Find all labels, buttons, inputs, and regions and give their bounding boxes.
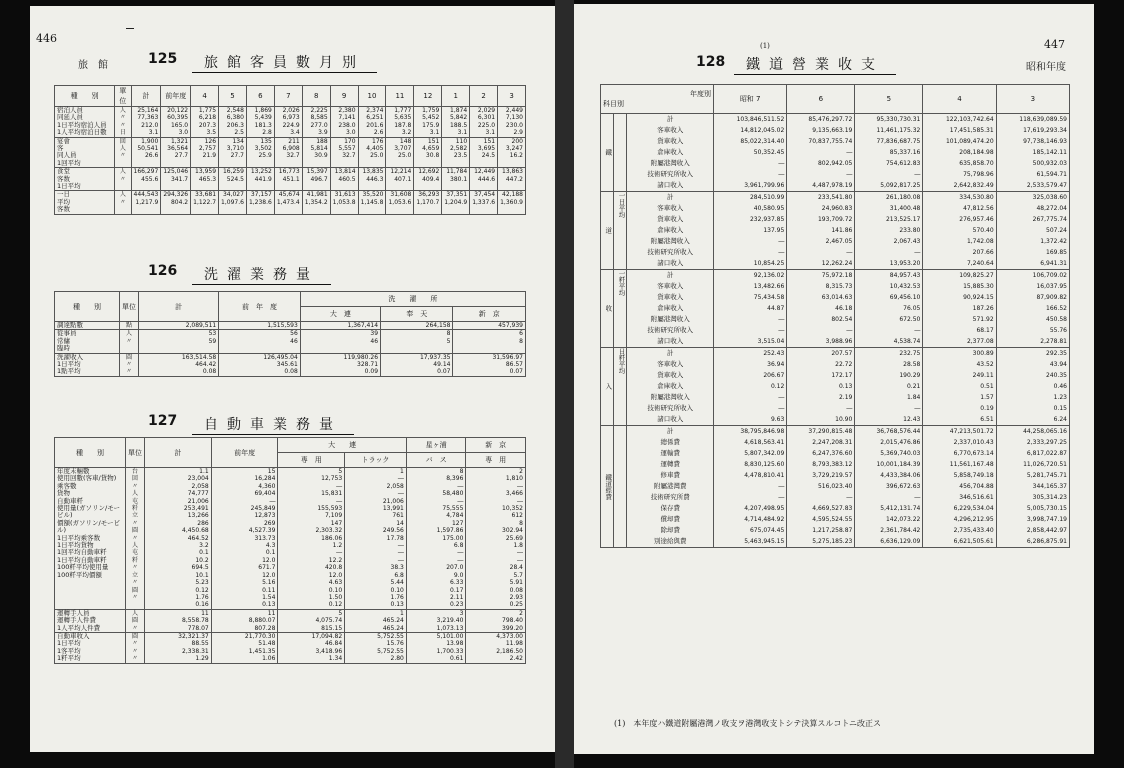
value-cell: 1.1 23,004 2,058 74,777 21,006 253,491 13,266 286 4,450.68 464.52 3.2 0.1 10.2 694.5 10.1 5.23 0.12 1.76 0.16 bbox=[145, 468, 212, 610]
item-labels: 計 客車收入 貨車收入 倉庫收入 附屬港灣收入 技術研究所收入 諸口收入 bbox=[627, 348, 714, 426]
table-row bbox=[601, 348, 1070, 426]
value-cell: 4,373.00 11.98 2,186.50 2.42 bbox=[466, 632, 526, 663]
table-row bbox=[601, 270, 1070, 348]
header-group-cell: 洗 濯 所 bbox=[300, 292, 525, 307]
header-cell: 9 bbox=[330, 86, 358, 107]
value-cell: 12,214 407.1 bbox=[386, 168, 414, 191]
row-unit: 人 〃 bbox=[120, 330, 139, 353]
table-header-row bbox=[55, 438, 526, 453]
running-header: 昭和年度 bbox=[1026, 62, 1066, 73]
value-cell: 2,089,511 bbox=[139, 322, 219, 330]
header-cell: 8 bbox=[302, 86, 330, 107]
header-cell: 單位 bbox=[126, 438, 145, 468]
subsection-label bbox=[614, 426, 627, 548]
row-unit: 人 〃 〃 日 bbox=[115, 107, 131, 138]
value-cell: 37,290,815.48 2,247,208.31 6,247,376.60 8,793,383.12 3,729,219.57 516,023.40 ― 4,669,527.83 4,595,524.55 1,217,258.87 5,275,185.23 bbox=[787, 426, 855, 548]
section-label: 鐵道經費 bbox=[601, 426, 614, 548]
value-cell: 15 16,284 4,360 69,404 ― 245,849 12,873 269 4,527.39 313.73 4.3 0.1 12.0 671.7 12.0 5.16 0.11 1.54 0.13 bbox=[211, 468, 278, 610]
value-cell: 44,258,065.16 2,333,297.25 6,817,022.87 11,026,720.51 5,281,745.71 344,165.37 305,314.23 5,005,730.15 3,998,747.19 2,858,442.97 6,286,875.91 bbox=[996, 426, 1069, 548]
value-cell: 118,639,089.59 17,619,293.34 97,738,146.93 185,142.11 500,932.03 61,594.71 2,533,579.47 bbox=[996, 114, 1069, 192]
value-cell: 148 3,707 25.0 bbox=[386, 137, 414, 168]
value-cell: 126 2,757 21.9 bbox=[191, 137, 219, 168]
table-128-title: 鐵道營業收支 bbox=[734, 54, 896, 75]
value-cell: 6 8 bbox=[453, 330, 526, 353]
item-labels: 計 總係費 運輸費 運轉費 修車費 附屬港灣費 技術研究所費 保存費 償却費 除却費 別途給與費 bbox=[627, 426, 714, 548]
value-cell: 16,259 524.5 bbox=[219, 168, 247, 191]
header-cell: 5 bbox=[855, 85, 923, 114]
value-cell: 37,351 1,204.9 bbox=[442, 191, 470, 214]
table-row bbox=[55, 137, 526, 168]
row-label: 調達點數 bbox=[55, 322, 120, 330]
value-cell: 125,046 341.7 bbox=[161, 168, 191, 191]
table-127-number: 127 bbox=[148, 413, 178, 429]
value-cell: 37,454 1,337.6 bbox=[470, 191, 498, 214]
table-125-number: 125 bbox=[148, 51, 178, 67]
table-126-number: 126 bbox=[148, 263, 178, 279]
header-cell: 計 bbox=[139, 292, 219, 322]
header-cell: トラック bbox=[345, 453, 407, 468]
value-cell: 12,692 409.4 bbox=[414, 168, 442, 191]
table-header-row bbox=[601, 85, 1070, 114]
table-row bbox=[55, 330, 526, 353]
value-cell: 13,252 441.9 bbox=[246, 168, 274, 191]
table-125-title: 旅館客員數月別 bbox=[192, 52, 377, 73]
value-cell: 31,613 1,053.8 bbox=[330, 191, 358, 214]
value-cell: 1 465.24 465.24 bbox=[345, 609, 407, 632]
item-labels: 計 客車收入 貨車收入 倉庫收入 附屬港灣收入 技術研究所收入 諸口收入 bbox=[627, 114, 714, 192]
table-row bbox=[55, 107, 526, 138]
value-cell: 126,495.04 345.61 0.08 bbox=[219, 353, 301, 376]
value-cell: 2,380 7,141 238.0 3.0 bbox=[330, 107, 358, 138]
page-number: 446 bbox=[36, 32, 57, 45]
header-cell: バ ス bbox=[406, 453, 466, 468]
row-unit: 人 〃 bbox=[115, 191, 131, 214]
value-cell: 166,297 455.6 bbox=[131, 168, 161, 191]
table-row bbox=[55, 191, 526, 214]
value-cell: 232.75 28.58 190.29 0.21 1.84 ― 12.43 bbox=[855, 348, 923, 426]
row-label: 食堂 客数 1日平均 bbox=[55, 168, 115, 191]
value-cell: 37,157 1,238.6 bbox=[246, 191, 274, 214]
value-cell: 11 8,880.07 807.28 bbox=[211, 609, 278, 632]
subsection-label: 一粁平均 bbox=[614, 270, 627, 348]
header-cell: 3 bbox=[996, 85, 1069, 114]
value-cell: 1,869 5,439 181.3 2.8 bbox=[246, 107, 274, 138]
table-row bbox=[601, 114, 1070, 192]
header-cell: 前年度 bbox=[161, 86, 191, 107]
subsection-label: 日粁平均 bbox=[614, 348, 627, 426]
subsection-label bbox=[614, 114, 627, 192]
value-cell: 31,608 1,053.6 bbox=[386, 191, 414, 214]
item-labels: 計 客車收入 貨車收入 倉庫收入 附屬港灣收入 技術研究所收入 諸口收入 bbox=[627, 270, 714, 348]
value-cell: 33,681 1,122.7 bbox=[191, 191, 219, 214]
row-label: 從事員 常傭 臨時 bbox=[55, 330, 120, 353]
header-cell: 4 bbox=[191, 86, 219, 107]
value-cell: 1,367,414 bbox=[300, 322, 380, 330]
header-cell: 10 bbox=[358, 86, 386, 107]
table-128 bbox=[600, 84, 1070, 548]
value-cell: 84,957.43 10,432.53 69,456.10 76.05 672.50 ― 4,538.74 bbox=[855, 270, 923, 348]
table-header-row bbox=[55, 292, 526, 307]
value-cell: 92,136.02 13,482.66 75,434.58 44.87 ― ― 3,515.04 bbox=[714, 270, 787, 348]
value-cell: 1,775 6,218 207.3 3.5 bbox=[191, 107, 219, 138]
value-cell: 31,596.97 86.57 0.07 bbox=[453, 353, 526, 376]
value-cell: 170 5,557 32.7 bbox=[330, 137, 358, 168]
header-cell: 計 bbox=[131, 86, 161, 107]
table-row bbox=[55, 632, 526, 663]
table-row bbox=[601, 426, 1070, 548]
table-row bbox=[55, 353, 526, 376]
value-cell: 2,449 7,130 230.0 2.9 bbox=[498, 107, 526, 138]
value-cell: 2,548 6,380 206.3 2.5 bbox=[219, 107, 247, 138]
value-cell: 39 46 bbox=[300, 330, 380, 353]
value-cell: 1 ― 2,058 ― 21,006 13,991 761 14 249.56 17.78 ― ― ― 38.3 6.8 5.44 0.10 1.76 0.13 bbox=[345, 468, 407, 610]
header-cell: 大 連 bbox=[300, 307, 380, 322]
table-128-number: 128 bbox=[696, 54, 726, 70]
header-cell: 11 bbox=[386, 86, 414, 107]
value-cell: 34,027 1,097.6 bbox=[219, 191, 247, 214]
row-label: 自動車收入 1日平均 1客平均 1粁平均 bbox=[55, 632, 126, 663]
value-cell: 2,029 6,301 225.0 3.1 bbox=[470, 107, 498, 138]
header-cell: 1 bbox=[442, 86, 470, 107]
value-cell: 151 4,659 30.8 bbox=[414, 137, 442, 168]
value-cell: 233,541.80 24,960.83 193,709.72 141.86 2,467.05 ― 12,262.24 bbox=[787, 192, 855, 270]
table-header-row bbox=[55, 86, 526, 107]
header-group-cell: 新 京 bbox=[466, 438, 526, 453]
table-127-title: 自動車業務量 bbox=[192, 414, 354, 435]
value-cell: 5 12,753 ― 15,831 ― 155,593 7,109 147 2,303.32 186.06 1.2 ― 12.2 420.8 12.0 4.63 0.10 1.50 0.12 bbox=[278, 468, 345, 610]
header-cell: 種 別 bbox=[55, 438, 126, 468]
section-label: 入 bbox=[601, 348, 614, 426]
header-cell: 12 bbox=[414, 86, 442, 107]
value-cell: 25,164 77,363 212.0 3.1 bbox=[131, 107, 161, 138]
row-unit: 回 人 〃 bbox=[115, 137, 131, 168]
table-127 bbox=[54, 437, 526, 664]
corner-top-label: 年度別 bbox=[690, 90, 711, 98]
value-cell: 261,180.08 31,400.48 213,525.17 233.80 2,067.43 ― 13,953.20 bbox=[855, 192, 923, 270]
value-cell: 2 798.40 399.20 bbox=[466, 609, 526, 632]
value-cell: 211 6,908 32.7 bbox=[274, 137, 302, 168]
value-cell: 13,814 460.5 bbox=[330, 168, 358, 191]
value-cell: 119,980.26 328.71 0.09 bbox=[300, 353, 380, 376]
value-cell: 56 46 bbox=[219, 330, 301, 353]
table-row bbox=[55, 468, 526, 610]
header-cell: 新 京 bbox=[453, 307, 526, 322]
value-cell: 45,674 1,473.4 bbox=[274, 191, 302, 214]
header-cell: 5 bbox=[219, 86, 247, 107]
page-mark bbox=[126, 28, 134, 29]
header-cell: 4 bbox=[923, 85, 996, 114]
subsection-label: 一日平均 bbox=[614, 192, 627, 270]
value-cell: 13,835 446.3 bbox=[358, 168, 386, 191]
value-cell: 2,026 6,973 224.9 3.4 bbox=[274, 107, 302, 138]
corner-bottom-label: 科目別 bbox=[603, 100, 624, 108]
value-cell: 188 5,814 30.9 bbox=[302, 137, 330, 168]
table-row bbox=[55, 168, 526, 191]
book-spine bbox=[555, 0, 574, 768]
value-cell: 334,530.80 47,812.56 276,957.46 570.40 1,742.08 207.66 7,240.64 bbox=[923, 192, 996, 270]
value-cell: 300.89 43.52 249.11 0.51 1.57 0.19 6.51 bbox=[923, 348, 996, 426]
value-cell: 110 2,582 23.5 bbox=[442, 137, 470, 168]
value-cell: 292.35 43.94 240.35 0.46 1.23 0.15 6.24 bbox=[996, 348, 1069, 426]
value-cell: 284,510.99 40,580.95 232,937.85 137.95 ― ― 10,854.25 bbox=[714, 192, 787, 270]
value-cell: 8 5 bbox=[381, 330, 453, 353]
header-group-cell: 星ヶ浦 bbox=[406, 438, 466, 453]
value-cell: 2,225 8,585 277.0 3.9 bbox=[302, 107, 330, 138]
value-cell: 5,752.55 15.76 5,752.55 2.80 bbox=[345, 632, 407, 663]
value-cell: 11,784 380.1 bbox=[442, 168, 470, 191]
header-cell: 前 年 度 bbox=[219, 292, 301, 322]
value-cell: 2,374 6,251 201.6 2.6 bbox=[358, 107, 386, 138]
value-cell: 38,795,846.98 4,618,563.41 5,807,342.09 8,830,125.60 4,478,810.41 ― ― 4,207,498.95 4,714,484.92 675,074.45 5,463,945.15 bbox=[714, 426, 787, 548]
value-cell: 1,777 5,635 187.8 3.2 bbox=[386, 107, 414, 138]
value-cell: 457,939 bbox=[453, 322, 526, 330]
value-cell: 95,330,730.31 11,461,175.32 77,836,687.75 85,337.16 754,612.83 ― 5,092,817.25 bbox=[855, 114, 923, 192]
value-cell: 35,520 1,145.8 bbox=[358, 191, 386, 214]
value-cell: 13,863 447.2 bbox=[498, 168, 526, 191]
value-cell: 106,709.02 16,037.95 87,909.82 166.52 450.58 55.76 2,278.81 bbox=[996, 270, 1069, 348]
page-number: 447 bbox=[1044, 38, 1065, 51]
value-cell: 53 59 bbox=[139, 330, 219, 353]
header-cell: 6 bbox=[246, 86, 274, 107]
value-cell: 20,122 60,395 165.0 3.0 bbox=[161, 107, 191, 138]
value-cell: 42,188 1,360.9 bbox=[498, 191, 526, 214]
row-label: 宿泊人員 同延人員 1日平均宿泊人員 1人平均宿泊日數 bbox=[55, 107, 115, 138]
header-cell: 種 別 bbox=[55, 86, 115, 107]
row-label: 年度末輛數 使用回數(客車/貨物) 乘客數 貨物 自動車粁 使用量(ガソリン/モービル) 價額(ガソリン/モービル) 1日平均乘客数 1日平均貨物 1回平均自動車粁 1日平均自動車粁 100粁平均使用量 100粁平均價額 bbox=[55, 468, 126, 610]
value-cell: 1,321 36,564 27.7 bbox=[161, 137, 191, 168]
value-cell: 36,768,576.44 2,015,476.86 5,369,740.03 10,001,184.39 4,433,384.06 396,672.63 ― 5,412,131.74 142,073.22 2,361,784.42 6,636,129.09 bbox=[855, 426, 923, 548]
value-cell: 15,397 496.7 bbox=[302, 168, 330, 191]
row-unit: 圓 〃 〃 〃 bbox=[126, 632, 145, 663]
header-cell: 3 bbox=[498, 86, 526, 107]
footnote: (1) 本年度ハ鐵道附屬港灣ノ收支ヲ港灣收支トシテ決算スルコトニ改正ス bbox=[614, 719, 882, 728]
value-cell: 200 3,247 16.2 bbox=[498, 137, 526, 168]
table-125 bbox=[54, 85, 526, 215]
row-label: 運轉手人員 運轉手人件費 1人平均人件費 bbox=[55, 609, 126, 632]
value-cell: 1,900 50,541 26.6 bbox=[131, 137, 161, 168]
row-unit: 人 〃 bbox=[115, 168, 131, 191]
left-page bbox=[30, 6, 555, 752]
value-cell: 41,981 1,354.2 bbox=[302, 191, 330, 214]
value-cell: 163,514.58 464.42 0.08 bbox=[139, 353, 219, 376]
value-cell: 36,293 1,170.7 bbox=[414, 191, 442, 214]
row-unit: 人 圓 〃 bbox=[126, 609, 145, 632]
value-cell: 325,038.60 48,272.04 267,775.74 507.24 1,372.42 169.85 6,941.31 bbox=[996, 192, 1069, 270]
value-cell: 109,825.27 15,885.30 90,924.15 187.26 571.92 68.17 2,377.08 bbox=[923, 270, 996, 348]
value-cell: 12,449 444.6 bbox=[470, 168, 498, 191]
row-label: 一日 平均 客数 bbox=[55, 191, 115, 214]
header-cell: 計 bbox=[145, 438, 212, 468]
running-header: 旅 館 bbox=[78, 60, 108, 71]
header-cell: 専 用 bbox=[466, 453, 526, 468]
header-cell: 單位 bbox=[115, 86, 131, 107]
value-cell: 2 1,810 ― 3,466 ― 10,352 612 8 302.94 25.69 1.8 ― ― 28.4 5.7 5.91 0.08 2.93 0.25 bbox=[466, 468, 526, 610]
header-cell: 前年度 bbox=[211, 438, 278, 468]
value-cell: 8 8,396 ― 58,480 ― 75,555 4,784 127 1,597.86 175.00 6.8 ― ― 207.0 9.0 6.33 0.17 2.11 0.23 bbox=[406, 468, 466, 610]
row-unit: 台 回 〃 人 屯 粁 立 〃 圓 〃 人 屯 粁 〃 立 〃 圓 〃 bbox=[126, 468, 145, 610]
table-126-title: 洗濯業務量 bbox=[192, 264, 331, 285]
row-unit: 點 bbox=[120, 322, 139, 330]
value-cell: 207.57 22.72 172.17 0.13 2.19 ― 10.90 bbox=[787, 348, 855, 426]
right-page bbox=[574, 4, 1094, 754]
value-cell: 17,937.35 49.14 0.07 bbox=[381, 353, 453, 376]
row-label: 洗濯收入 1日平均 1點平均 bbox=[55, 353, 120, 376]
table-row bbox=[55, 322, 526, 330]
value-cell: 134 3,710 27.7 bbox=[219, 137, 247, 168]
value-cell: 13,959 465.3 bbox=[191, 168, 219, 191]
header-cell: 専 用 bbox=[278, 453, 345, 468]
table-126 bbox=[54, 291, 526, 377]
section-label: 道 bbox=[601, 192, 614, 270]
value-cell: 444,543 1,217.9 bbox=[131, 191, 161, 214]
table-row bbox=[55, 609, 526, 632]
value-cell: 252.43 36.94 206.67 0.12 ― ― 9.63 bbox=[714, 348, 787, 426]
item-labels: 計 客車收入 貨車收入 倉庫收入 附屬港灣收入 技術研究所收入 諸口收入 bbox=[627, 192, 714, 270]
value-cell: 11 8,558.78 778.07 bbox=[145, 609, 212, 632]
section-label: 收 bbox=[601, 270, 614, 348]
header-cell: 2 bbox=[470, 86, 498, 107]
value-cell: 3 3,219.40 1,073.13 bbox=[406, 609, 466, 632]
value-cell: 21,770.30 51.48 1,451.35 1.06 bbox=[211, 632, 278, 663]
header-cell: 種 別 bbox=[55, 292, 120, 322]
value-cell: 103,846,511.52 14,812,045.02 85,022,314.40 50,352.45 ― ― 3,961,799.96 bbox=[714, 114, 787, 192]
row-label: 宴會 客 同人員 1回平均 bbox=[55, 137, 115, 168]
header-cell: 7 bbox=[274, 86, 302, 107]
value-cell: 16,773 451.1 bbox=[274, 168, 302, 191]
header-group-cell: 大 連 bbox=[278, 438, 406, 453]
value-cell: 5 4,075.74 815.15 bbox=[278, 609, 345, 632]
value-cell: 176 4,405 25.0 bbox=[358, 137, 386, 168]
value-cell: 85,476,297.72 9,135,663.19 70,837,755.74 ― 802,942.05 ― 4,487,978.19 bbox=[787, 114, 855, 192]
value-cell: 75,972.18 8,315.73 63,014.63 46.18 802.54 ― 3,988.96 bbox=[787, 270, 855, 348]
value-cell: 1,515,593 bbox=[219, 322, 301, 330]
header-cell: 6 bbox=[787, 85, 855, 114]
title-note: (1) bbox=[760, 42, 770, 50]
header-cell: 單位 bbox=[120, 292, 139, 322]
header-corner-cell bbox=[601, 85, 714, 114]
value-cell: 5,101.00 13.98 1,700.33 0.61 bbox=[406, 632, 466, 663]
section-label: 鐵 bbox=[601, 114, 614, 192]
header-cell: 昭和 7 bbox=[714, 85, 787, 114]
table-row bbox=[601, 192, 1070, 270]
row-unit: 圓 〃 〃 bbox=[120, 353, 139, 376]
value-cell: 1,874 5,842 188.5 3.1 bbox=[442, 107, 470, 138]
value-cell: 151 3,695 24.5 bbox=[470, 137, 498, 168]
value-cell: 1,759 5,452 175.9 3.1 bbox=[414, 107, 442, 138]
value-cell: 294,326 804.2 bbox=[161, 191, 191, 214]
value-cell: 47,213,501.72 2,337,010.43 6,770,673.14 11,561,167.48 5,858,749.18 456,704.88 346,516.61 6,229,534.04 4,296,212.95 2,735,433.40 6,621,505.61 bbox=[923, 426, 996, 548]
value-cell: 135 3,502 25.9 bbox=[246, 137, 274, 168]
value-cell: 17,094.82 46.84 3,418.96 1.34 bbox=[278, 632, 345, 663]
value-cell: 122,103,742.64 17,451,585.31 101,089,474.20 208,184.98 635,858.70 75,798.96 2,642,832.49 bbox=[923, 114, 996, 192]
value-cell: 32,321.37 88.55 2,338.31 1.29 bbox=[145, 632, 212, 663]
header-cell: 奉 天 bbox=[381, 307, 453, 322]
value-cell: 264,158 bbox=[381, 322, 453, 330]
